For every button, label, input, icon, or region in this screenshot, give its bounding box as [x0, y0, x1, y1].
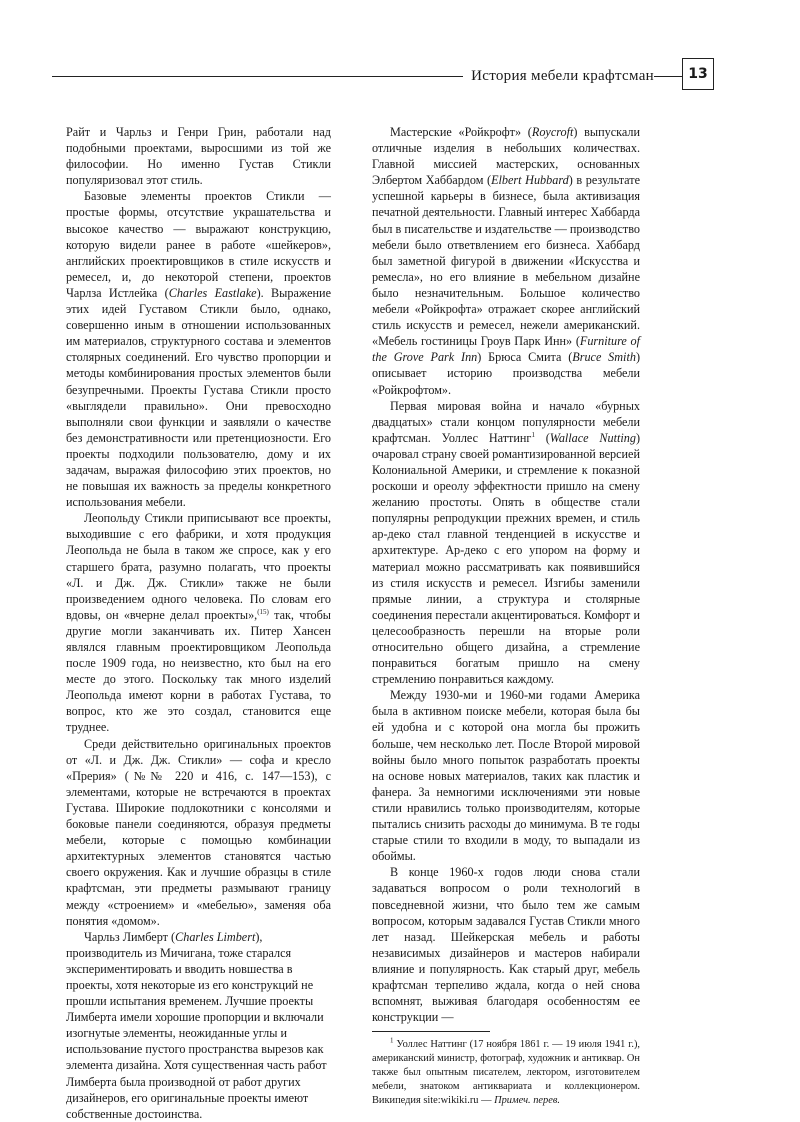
running-title: История мебели крафтсман — [463, 68, 654, 85]
footnote: $^1$ Уоллес Наттинг (17 ноября 1861 г. — 19 июля 1941 г.), американский министр, фотограф, художник и антиквар. Он также был опытным писателем, лектором, изготовителем мебели, знатоком антиквариата и коллекционером. Википедия site:wikiki.ru — Примеч. перев. — [372, 1036, 640, 1107]
paragraph: Чарльз Лимберт (Charles Limbert), производитель из Мичигана, тоже старался экспериментировать и вводить новшества в проекты, хотя некоторые из его конструкций не прошли испытания временем. Лучшие проекты Лимберта имели хорошие пропорции и включали изогнутые элементы, неожиданные углы и использование пустого пространства вырезов как элемента дизайна. Хотя существенная часть работ Лимберта была производной от работ других дизайнеров, его оригинальные проекты имеют собственные достоинства. — [66, 929, 327, 1121]
page-number: 13 — [682, 58, 714, 90]
left-column — [66, 124, 331, 1122]
paragraph: Базовые элементы проектов Стикли — простые формы, отсутствие украшательства и высокое качество — выражают конструкцию, которую видели ранее в работе «шейкеров», английских проектировщиков в стиле искусств и ремесел, и, до некоторой степени, проектов Чарлза Истлейка (Charles Eastlake). Выражение этих идей Густавом Стикли было, однако, совершенно иным в отношении использованных им материалов, структурного состава и элементов столярных соединений. Его чувство пропорции и методы комбинирования простых элементов были безупречными. Проекты Густава Стикли просто «выглядели правильно». Они превосходно выполняли свои функции и заявляли о качестве без демонстративности или претенциозности. Его проекты подходили пользователю, дому и их задачам, выражая философию этих проектов, но не повышая их важность за пределы конкретного использования мебели. — [66, 189, 331, 510]
footnote-rule — [372, 1031, 490, 1032]
right-column — [372, 124, 640, 1108]
paragraph: Мастерские «Ройкрофт» (Roycroft) выпускали отличные изделия в небольших количествах. Главной миссией мастерских, основанных Элбертом Хаббардом (Elbert Hubbard) в результате успешной карьеры в бизнесе, была активизация печатной деятельности. Главный интерес Хаббарда был в писательстве и издательстве — производство мебели было ответвлением его бизнеса. Хаббард был заметной фигурой в движении «Искусства и ремесла», но его влияние в мебельном дизайне было незначительным. Большое количество мебели «Ройкрофта» отражает скорее английский стиль искусств и ремесел, нежели американский. «Мебель гостиницы Гроув Парк Инн» (Furniture of the Grove Park Inn) Брюса Смита (Bruce Smith) описывает историю производства мебели «Ройкрофтом». — [372, 125, 641, 397]
page-header — [52, 58, 714, 88]
reference-mark: (15) — [257, 607, 269, 616]
paragraph: Среди действительно оригинальных проектов от «Л. и Дж. Дж. Стикли» — софа и кресло «Прерия» (№№ 220 и 416, с. 147—153), с элементами, которые не встречаются в проектах Густава. Широкие подлокотники с консолями и боковые панели соединяются, образуя предметы мебели, которые с помощью комбинации архитектурных элементов становятся частью своего окружения. Как и лучшие образцы в стиле крафтсман, эти предметы размывают границу между «строением» и «мебелью», заменяя оба понятия «домом». — [66, 736, 331, 928]
paragraph: Между 1930-ми и 1960-ми годами Америка была в активном поиске мебели, которая была бы ей удобна и с которой она могла бы прожить больше, чем несколько лет. После Второй мировой войны было много попыток разработать проекты на основе новых материалов, таких как пластик и фанера. За немногими исключениями эти новые стили нравились только производителям, которые пытались снизить расходы до минимума. В те годы старые стили то входили в моду, то выпадали из обоймы. — [372, 688, 640, 864]
paragraph: В конце 1960-х годов люди снова стали задаваться вопросом о роли технологий в повседневной жизни, что было тем же самым вопросом, которым задавался Густав Стикли много лет назад. Шейкерская мебель и работы независимых дизайнеров и мастеров набирали влияние и популярность. Как старый друг, мебель крафтсман терпеливо ждала, когда о ней снова вспомнят, выживая благодаря особенностям ее конструкции — — [372, 865, 640, 1025]
footnote-mark: 1 — [531, 430, 535, 439]
paragraph: Райт и Чарльз и Генри Грин, работали над подобными проектами, выросшими из той же философии. Но именно Густав Стикли популяризовал этот стиль. — [66, 125, 331, 188]
paragraph: Леопольду Стикли приписывают все проекты, выходившие с его фабрики, и хотя продукция Леопольда не была в таком же спросе, как у его старшего брата, разумно полагать, что проекты «Л. и Дж. Дж. Стикли» также не были произведением одного человека. По словам его вдовы, он «вчерне делал проекты»,$^{(15)}$ так, чтобы другие могли заканчивать их. Питер Хансен являлся главным проектировщиком Леопольда после 1909 года, но неизвестно, кто был на его месте до этого. Поскольку так много изделий Леопольда имеют корни в работах Густава, то вопрос, кто же это создал, становится еще труднее. — [66, 511, 331, 735]
paragraph: Первая мировая война и начало «бурных двадцатых» стали концом популярности мебели крафтсман. Уоллес Наттинг$^1$ (Wallace Nutting) очаровал страну своей романтизированной версией Колониальной Америки, и стремление к показной роскоши и ореолу эффектности пришло на смену желанию простоты. Опять в обществе стали популярны репродукции прежних времен, и стиль ар-деко стал главной тенденцией в искусстве и архитектуре. Ар-деко с его упором на форму и материал можно рассматривать как появившийся из стиля искусств и ремесел. Изгибы заменили прямые линии, а структура и столярные соединения перестали акцентироваться. Комфорт и целесообразность перешли на вторые роли относительно общего дизайна, а стремление понравиться богатым пришло на смену стремлению понравиться каждому. — [372, 398, 640, 687]
